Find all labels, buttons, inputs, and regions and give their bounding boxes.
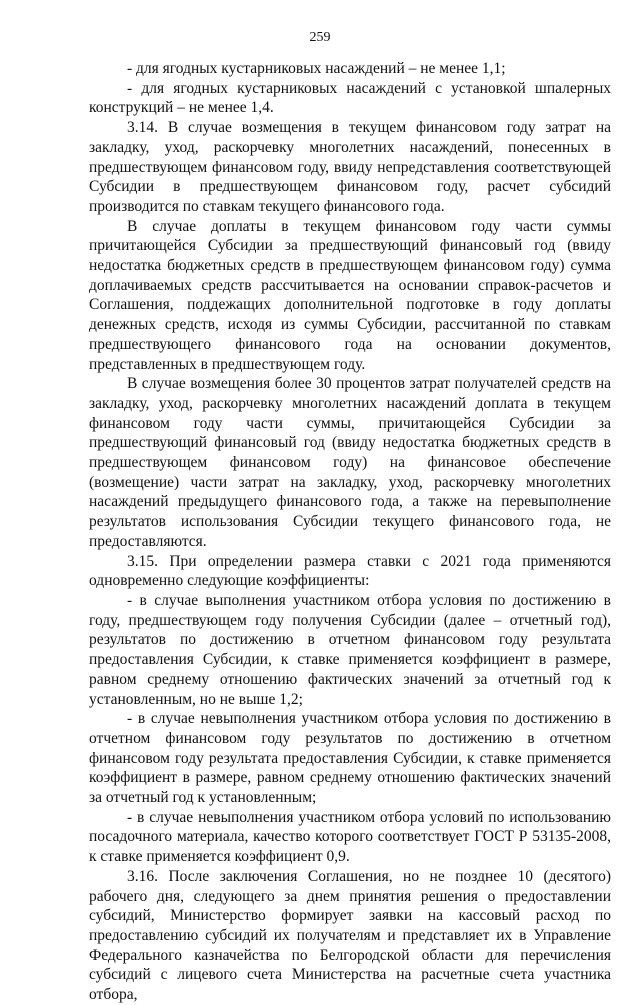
document-body xyxy=(89,59,611,1005)
paragraph: - для ягодных кустарниковых насаждений – не менее 1,1; xyxy=(127,60,506,77)
paragraph: - для ягодных кустарниковых насаждений с установкой шпалерных конструкций – не менее 1,4. xyxy=(89,79,611,117)
paragraph: - в случае невыполнения участником отбора условий по использованию посадочного материала, качество которого соответствует ГОСТ Р 53135-2008, к ставке применяется коэффициент 0,9. xyxy=(89,808,611,866)
paragraph: 3.16. После заключения Соглашения, но не позднее 10 (десятого) рабочего дня, следующего за днем принятия решения о предоставлении субсидий, Министерство формирует заявки на кассовый расход по предоставлению субсидий их получателям и представляет их в Управление Федерального казначейства по Белгородской области для перечисления субсидий с лицевого счета Министерства на расчетные счета участника отбора, xyxy=(89,867,611,1004)
paragraph: - в случае выполнения участником отбора условия по достижению в году, предшествующем году получения Субсидии (далее – отчетный год), результатов по достижению в отчетном финансовом году результата предоставления Субсидии, к ставке применяется коэффициент в размере, равном среднему отношению фактических значений за отчетный год к установленным, но не выше 1,2; xyxy=(89,591,611,708)
paragraph: - в случае невыполнения участником отбора условия по достижению в отчетном финансовом году результатов по достижению в отчетном финансовом году результата предоставления Субсидии, к ставке применяется коэффициент в размере, равном среднему отношению фактических значений за отчетный год к установленным; xyxy=(89,710,611,807)
paragraph: В случае доплаты в текущем финансовом году части суммы причитающейся Субсидии за предшествующий финансовый год (ввиду недостатка бюджетных средств в предшествующем финансовом году) сумма доплачиваемых средств рассчитывается на основании справок-расчетов и Соглашения, поддежащих дополнительной подготовке в году доплаты денежных средств, исходя из суммы Субсидии, рассчитанной по ставкам предшествующего финансового года на основании документов, представленных в предшествующем году. xyxy=(89,217,611,373)
paragraph: 3.15. При определении размера ставки с 2021 года применяются одновременно следующие коэффициенты: xyxy=(89,552,611,590)
paragraph: В случае возмещения более 30 процентов затрат получателей средств на закладку, уход, раскорчевку многолетних насаждений доплата в текущем финансовом году части суммы, причитающейся Субсидии за предшествующий финансовый год (ввиду недостатка бюджетных средств в предшествующем финансовом году) на финансовое обеспечение (возмещение) части затрат на закладку, уход, раскорчевку многолетних насаждений предыдущего финансового года, а также на перевыполнение результатов использования Субсидии текущего финансового года, не предоставляются. xyxy=(89,375,611,550)
page-number: 259 xyxy=(309,30,331,45)
paragraph: 3.14. В случае возмещения в текущем финансовом году затрат на закладку, уход, раскорчевку многолетних насаждений, понесенных в предшествующем финансовом году, ввиду непредставления соответствующей Субсидии в предшествующем финансовом году, расчет субсидий производится по ставкам текущего финансового года. xyxy=(89,119,611,215)
